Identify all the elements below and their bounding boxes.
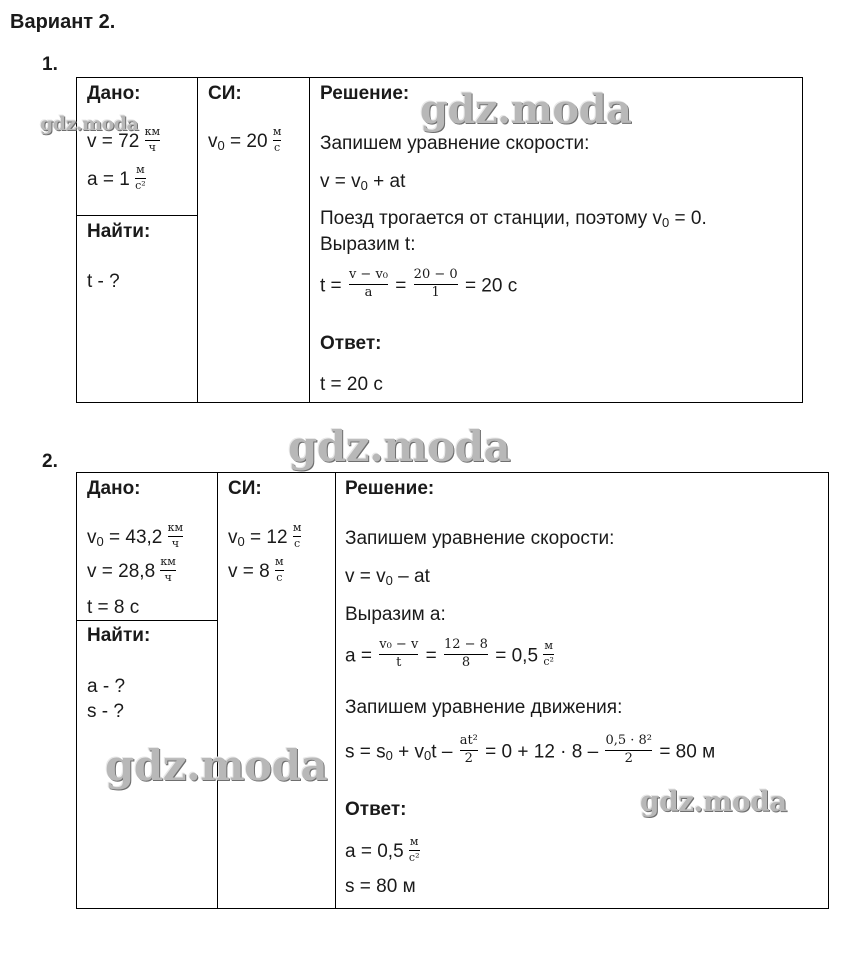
p1-sol-line3: Выразим t:	[320, 234, 416, 255]
p1-formula-den2: 1	[431, 284, 440, 300]
p1-solution-header: Решение:	[320, 83, 410, 104]
p2-s-formula: s = s0 + v0t – $\frac{\text{at²}}{2}$ = 0 + 12 · 8 – $\frac{\text{0,5 · 8²}}{2}$ = 80 м	[345, 733, 716, 766]
p2-given-t: t = 8 с	[87, 597, 140, 618]
problem-1-number: 1.	[42, 54, 58, 75]
watermark: gdz.moda	[288, 422, 511, 471]
p1-sol-line1: Запишем уравнение скорости:	[320, 133, 590, 154]
p2-given-header: Дано:	[87, 478, 141, 499]
unit-h: ч	[164, 570, 172, 584]
watermark: gdz.moda	[105, 741, 328, 790]
p2-solution-header: Решение:	[345, 478, 435, 499]
p1-si-header: СИ:	[208, 83, 242, 104]
p1-answer-header: Ответ:	[320, 333, 382, 354]
unit-m: м	[409, 835, 419, 848]
watermark: gdz.moda	[420, 86, 632, 133]
watermark: gdz.moda	[640, 785, 787, 818]
p1-formula: t = $\frac{\text{v − v₀}}{a}$ = $\frac{20 - 0}{1}$ = 20 с	[320, 267, 518, 300]
unit-s2: с²	[543, 654, 554, 668]
p1-line2-b: = 0.	[669, 208, 707, 229]
p1-line2-a: Поезд трогается от станции, поэтому v	[320, 208, 663, 229]
p2-s-den2: 2	[624, 750, 633, 766]
p2-sol-eq1: v = v0 – at	[345, 566, 430, 588]
p2-a-num: v₀ − v	[379, 637, 419, 652]
unit-h: ч	[171, 536, 180, 550]
unit-s: с	[274, 140, 281, 154]
unit-m: м	[272, 125, 282, 138]
p2-sol-line3: Запишем уравнение движения:	[345, 697, 623, 718]
p1-given-a	[87, 163, 146, 194]
p2-eq1-b: – at	[392, 566, 430, 587]
p2-si-v0-text: = 12	[250, 527, 288, 549]
p2-sol-line2: Выразим a:	[345, 604, 446, 625]
p2-find-s: s - ?	[87, 701, 124, 722]
p2-si-v-text: v = 8	[228, 561, 270, 583]
p2-s-den: 2	[464, 750, 473, 766]
p2-a-pre: a =	[345, 645, 372, 667]
p2-find-a: a - ?	[87, 676, 126, 697]
p2-s-mid3: = 0 + 12 · 8 –	[485, 741, 599, 763]
p1-si-v0-text: = 20	[230, 131, 268, 153]
p1-answer: t = 20 с	[320, 374, 383, 395]
p1-eq1-a: v = v	[320, 171, 361, 192]
p2-si-header: СИ:	[228, 478, 262, 499]
watermark: gdz.moda	[40, 113, 139, 135]
p1-formula-den: a	[364, 284, 373, 300]
p2-answer-s: s = 80 м	[345, 876, 416, 897]
p1-find-t: t - ?	[87, 271, 120, 292]
p2-answer-a	[345, 835, 420, 866]
p2-s-res: = 80 м	[659, 741, 716, 763]
p2-find-header: Найти:	[87, 625, 151, 646]
problem-2-number: 2.	[42, 451, 58, 472]
unit-s: с	[294, 536, 301, 550]
p1-sol-line2: Поезд трогается от станции, поэтому v0 = 0.	[320, 208, 707, 230]
p2-s-num: at²	[459, 733, 478, 748]
unit-s2: с²	[135, 178, 146, 192]
p1-formula-num: v − v₀	[348, 267, 388, 282]
unit-s2: с²	[408, 850, 420, 864]
p2-s-num2: 0,5 · 8²	[605, 733, 653, 748]
p2-s-pre: s = s	[345, 741, 386, 763]
p1-formula-num2: 20 − 0	[413, 267, 458, 282]
p2-given-v	[87, 555, 176, 586]
unit-h: ч	[148, 140, 156, 154]
unit-m: м	[544, 639, 553, 653]
p2-given-v-text: v = 28,8	[87, 561, 156, 583]
p2-given-v0: v0 = 43,2 $\frac{км}{ч}$	[87, 521, 184, 550]
unit-s: с	[276, 570, 283, 584]
unit-m: м	[275, 555, 284, 568]
p1-given-v-text: v = 72	[87, 131, 140, 153]
p2-a-res: = 0,5	[495, 645, 539, 667]
unit-km: км	[167, 521, 184, 534]
p2-si-v0: v0 = 12 $\frac{м}{с}$	[228, 521, 302, 550]
p2-answer-header: Ответ:	[345, 799, 407, 820]
p2-answer-a-text: a = 0,5	[345, 841, 404, 863]
p2-s-mid: + v	[392, 741, 425, 763]
page-title: Вариант 2.	[10, 11, 116, 33]
unit-km: км	[144, 125, 161, 138]
p1-formula-res: = 20 с	[464, 275, 518, 297]
p1-eq1-b: + at	[367, 171, 406, 192]
p1-si-v0: v0 = 20 $\frac{м}{с}$	[208, 125, 282, 154]
p1-sol-eq1: v = v0 + at	[320, 171, 406, 193]
p1-find-header: Найти:	[87, 221, 151, 242]
p1-given-header: Дано:	[87, 83, 141, 104]
p2-given-v0-text: = 43,2	[109, 527, 163, 549]
p2-a-den2: 8	[461, 654, 471, 670]
p2-a-den: t	[396, 654, 402, 670]
p2-sol-line1: Запишем уравнение скорости:	[345, 528, 615, 549]
unit-km: км	[160, 555, 176, 568]
p2-s-mid2: t –	[431, 741, 453, 763]
p2-si-v	[228, 555, 284, 586]
p2-a-num2: 12 − 8	[443, 637, 488, 652]
p1-formula-pre: t =	[320, 275, 342, 297]
p1-given-a-text: a = 1	[87, 169, 130, 191]
p2-eq1-a: v = v	[345, 566, 386, 587]
unit-m: м	[136, 163, 145, 176]
unit-m: м	[292, 521, 302, 534]
p2-a-formula: a = $\frac{\text{v₀ − v}}{t}$ = $\frac{12 - 8}{8}$ = 0,5 $\frac{м}{\text{с²}}$	[345, 637, 554, 670]
